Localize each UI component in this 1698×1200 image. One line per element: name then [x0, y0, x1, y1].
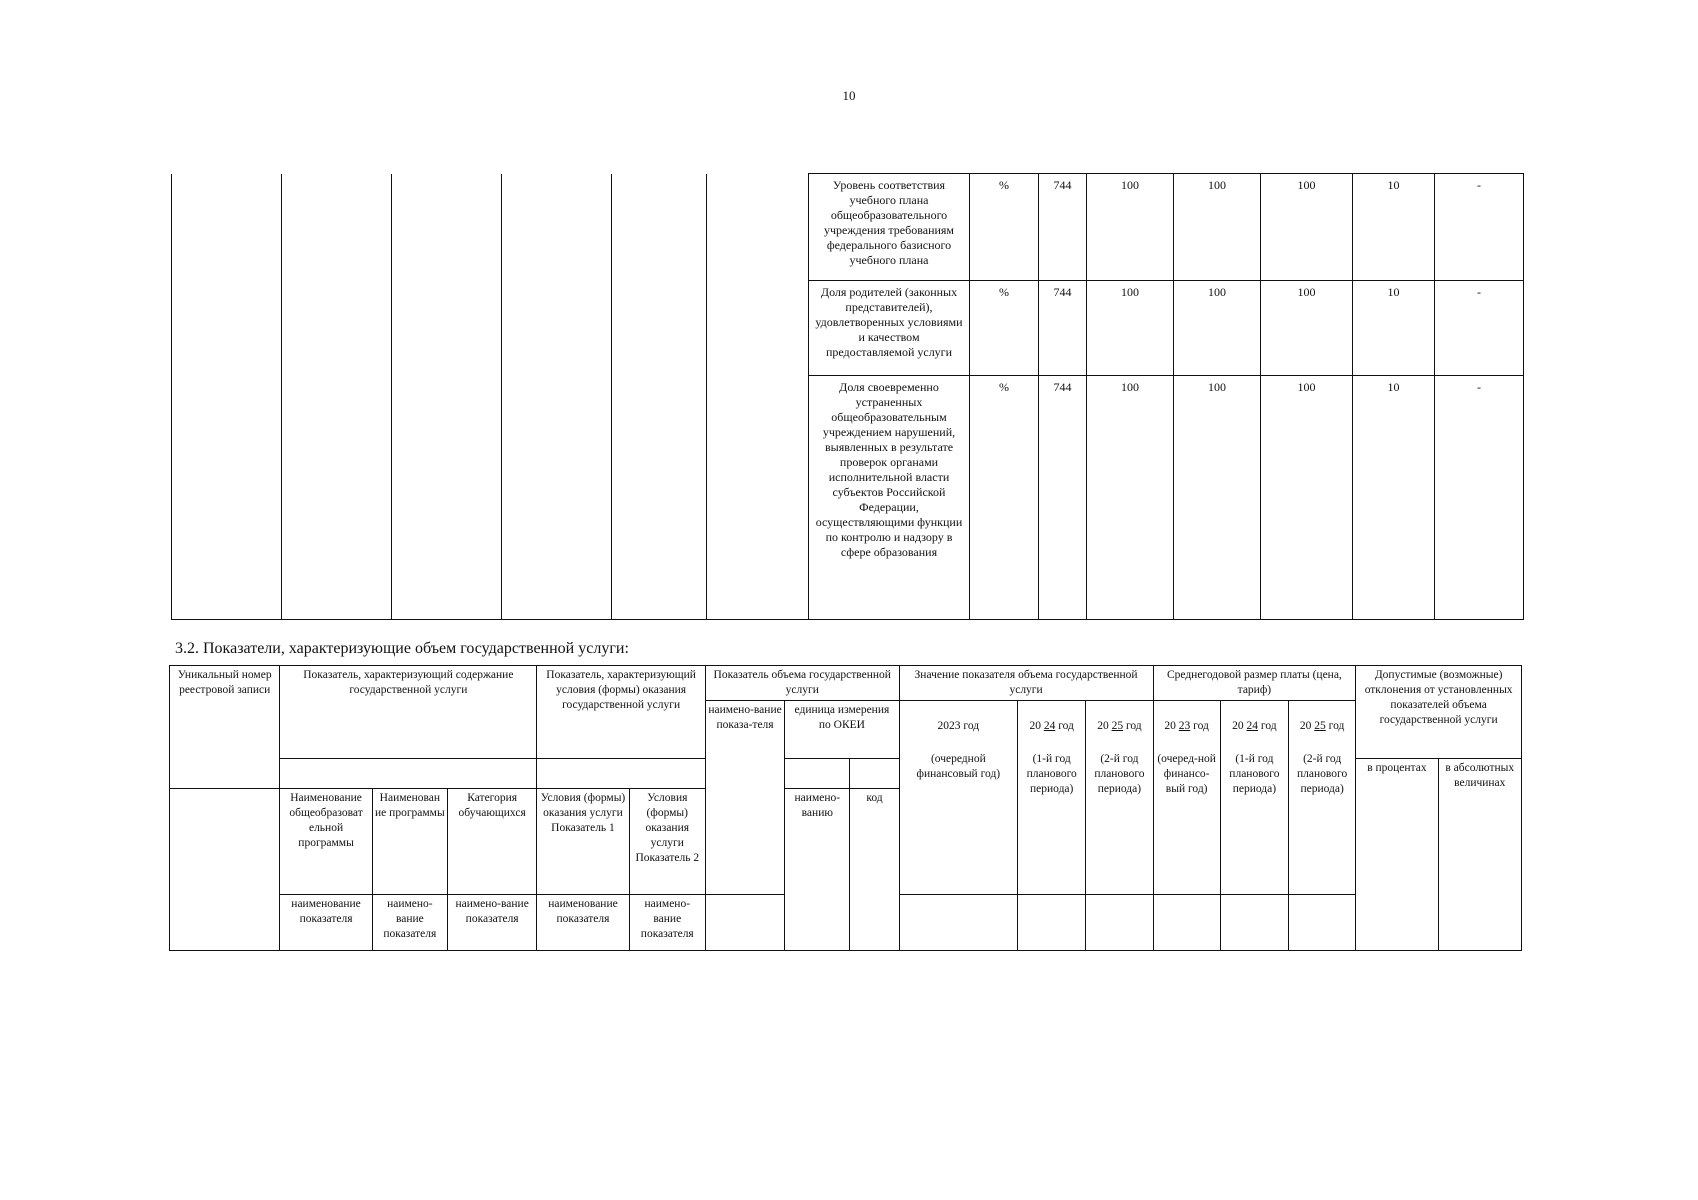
okei-code: 744: [1039, 376, 1087, 620]
year-note: (очередной финансовый год): [916, 753, 1001, 780]
blank-cell: [612, 281, 707, 376]
year-label: 20 25 год: [1097, 720, 1142, 732]
indicator-name: Доля родителей (законных представителей), удовлетворенных условиями и качеством предоставляемой услуги: [809, 281, 970, 376]
unit-name: %: [970, 174, 1039, 281]
blank-cell: [537, 759, 706, 789]
blank-cell: [172, 376, 282, 620]
header-allowed-deviation: Допустимые (возможные) отклонения от установленных показателей объема государственной услуги: [1356, 666, 1522, 759]
blank-cell: [282, 376, 392, 620]
header-value-2025: [1086, 701, 1153, 895]
header-fee-2024: [1220, 701, 1288, 895]
header-volume-unit: единица измерения по ОКЕИ: [785, 701, 899, 759]
year-note: (очеред-ной финансо-вый год): [1157, 753, 1216, 795]
unit-name: %: [970, 376, 1039, 620]
header-program: Наименован ие программы: [372, 789, 447, 895]
value-2023: 100: [1087, 174, 1174, 281]
header-volume-name: наимено-вание показа-теля: [705, 701, 784, 895]
indicator-name-label: наимено-вание показателя: [447, 895, 536, 951]
blank-cell: [392, 174, 502, 281]
value-2025: 100: [1261, 174, 1353, 281]
blank-cell: [172, 174, 282, 281]
table-row: [172, 174, 1524, 281]
blank-cell: [282, 174, 392, 281]
header-program-name: Наименование общеобразоват ельной программы: [280, 789, 372, 895]
blank-cell: [392, 281, 502, 376]
blank-cell: [850, 759, 899, 789]
blank-cell: [1153, 895, 1220, 951]
indicator-name: Доля своевременно устраненных общеобразовательным учреждением нарушений, выявленных в результате проверок органами исполнительной власти субъектов Российской Федерации, осуществляющими функции по контролю и надзору в сфере образования: [809, 376, 970, 620]
deviation-absolute: -: [1435, 281, 1524, 376]
blank-cell: [1018, 895, 1086, 951]
year-note: (1-й год планового периода): [1026, 753, 1077, 795]
blank-cell: [502, 281, 612, 376]
blank-cell: [392, 376, 502, 620]
year-label: 20 24 год: [1232, 720, 1277, 732]
value-2024: 100: [1174, 281, 1261, 376]
value-2025: 100: [1261, 376, 1353, 620]
year-label: 20 24 год: [1029, 720, 1074, 732]
header-unique-number: Уникальный номер реестровой записи: [170, 666, 280, 789]
value-2023: 100: [1087, 281, 1174, 376]
header-unit-code: код: [850, 789, 899, 951]
okei-code: 744: [1039, 281, 1087, 376]
value-2024: 100: [1174, 174, 1261, 281]
deviation-percent: 10: [1353, 376, 1435, 620]
table-header-row: [170, 666, 1522, 701]
header-unit-name: наимено-ванию: [785, 789, 850, 951]
indicator-name: Уровень соответствия учебного плана общеобразовательного учреждения требованиям федерального базисного учебного плана: [809, 174, 970, 281]
deviation-percent: 10: [1353, 281, 1435, 376]
header-condition-2: Условия (формы) оказания услуги Показатель 2: [629, 789, 705, 895]
quality-indicators-table-continued: [171, 173, 1524, 620]
deviation-absolute: -: [1435, 376, 1524, 620]
header-deviation-absolute: в абсолютных величинах: [1438, 759, 1521, 951]
blank-cell: [1086, 895, 1153, 951]
section-title: 3.2. Показатели, характеризующие объем государственной услуги:: [175, 640, 629, 657]
indicator-name-label: наименование показателя: [537, 895, 629, 951]
header-condition-1: Условия (формы) оказания услуги Показатель 1: [537, 789, 629, 895]
blank-cell: [282, 281, 392, 376]
blank-cell: [785, 759, 850, 789]
table-row: [172, 376, 1524, 620]
volume-indicators-table: [169, 665, 1522, 951]
header-content: Показатель, характеризующий содержание государственной услуги: [280, 666, 537, 759]
header-fee-2023: [1153, 701, 1220, 895]
year-note: (2-й год планового периода): [1094, 753, 1145, 795]
year-note: (1-й год планового периода): [1229, 753, 1280, 795]
value-2023: 100: [1087, 376, 1174, 620]
okei-code: 744: [1039, 174, 1087, 281]
blank-cell: [612, 376, 707, 620]
header-deviation-percent: в процентах: [1356, 759, 1438, 951]
table-row: [172, 281, 1524, 376]
header-value-2023: [899, 701, 1017, 895]
blank-cell: [707, 174, 809, 281]
indicator-name-label: наименование показателя: [280, 895, 372, 951]
indicator-name-label: наимено-вание показателя: [629, 895, 705, 951]
year-note: (2-й год планового периода): [1297, 753, 1348, 795]
page-number: 10: [842, 88, 856, 103]
blank-cell: [502, 174, 612, 281]
blank-cell: [502, 376, 612, 620]
header-average-fee: Среднегодовой размер платы (цена, тариф): [1153, 666, 1356, 701]
unit-name: %: [970, 281, 1039, 376]
header-conditions: Показатель, характеризующий условия (формы) оказания государственной услуги: [537, 666, 706, 759]
blank-cell: [1220, 895, 1288, 951]
blank-cell: [707, 376, 809, 620]
header-volume-indicator: Показатель объема государственной услуги: [705, 666, 899, 701]
blank-cell: [899, 895, 1017, 951]
year-label: 20 23 год: [1164, 720, 1209, 732]
value-2024: 100: [1174, 376, 1261, 620]
blank-cell: [705, 895, 784, 951]
blank-cell: [707, 281, 809, 376]
year-label: 2023 год: [937, 720, 980, 732]
header-category: Категория обучающихся: [447, 789, 536, 895]
deviation-percent: 10: [1353, 174, 1435, 281]
header-fee-2025: [1289, 701, 1356, 895]
header-volume-value: Значение показателя объема государственной услуги: [899, 666, 1153, 701]
blank-cell: [612, 174, 707, 281]
year-label: 20 25 год: [1299, 720, 1345, 732]
value-2025: 100: [1261, 281, 1353, 376]
blank-cell: [280, 759, 537, 789]
deviation-absolute: -: [1435, 174, 1524, 281]
blank-cell: [172, 281, 282, 376]
header-value-2024: [1018, 701, 1086, 895]
indicator-name-label: наимено-вание показателя: [372, 895, 447, 951]
blank-cell: [170, 789, 280, 951]
blank-cell: [1289, 895, 1356, 951]
